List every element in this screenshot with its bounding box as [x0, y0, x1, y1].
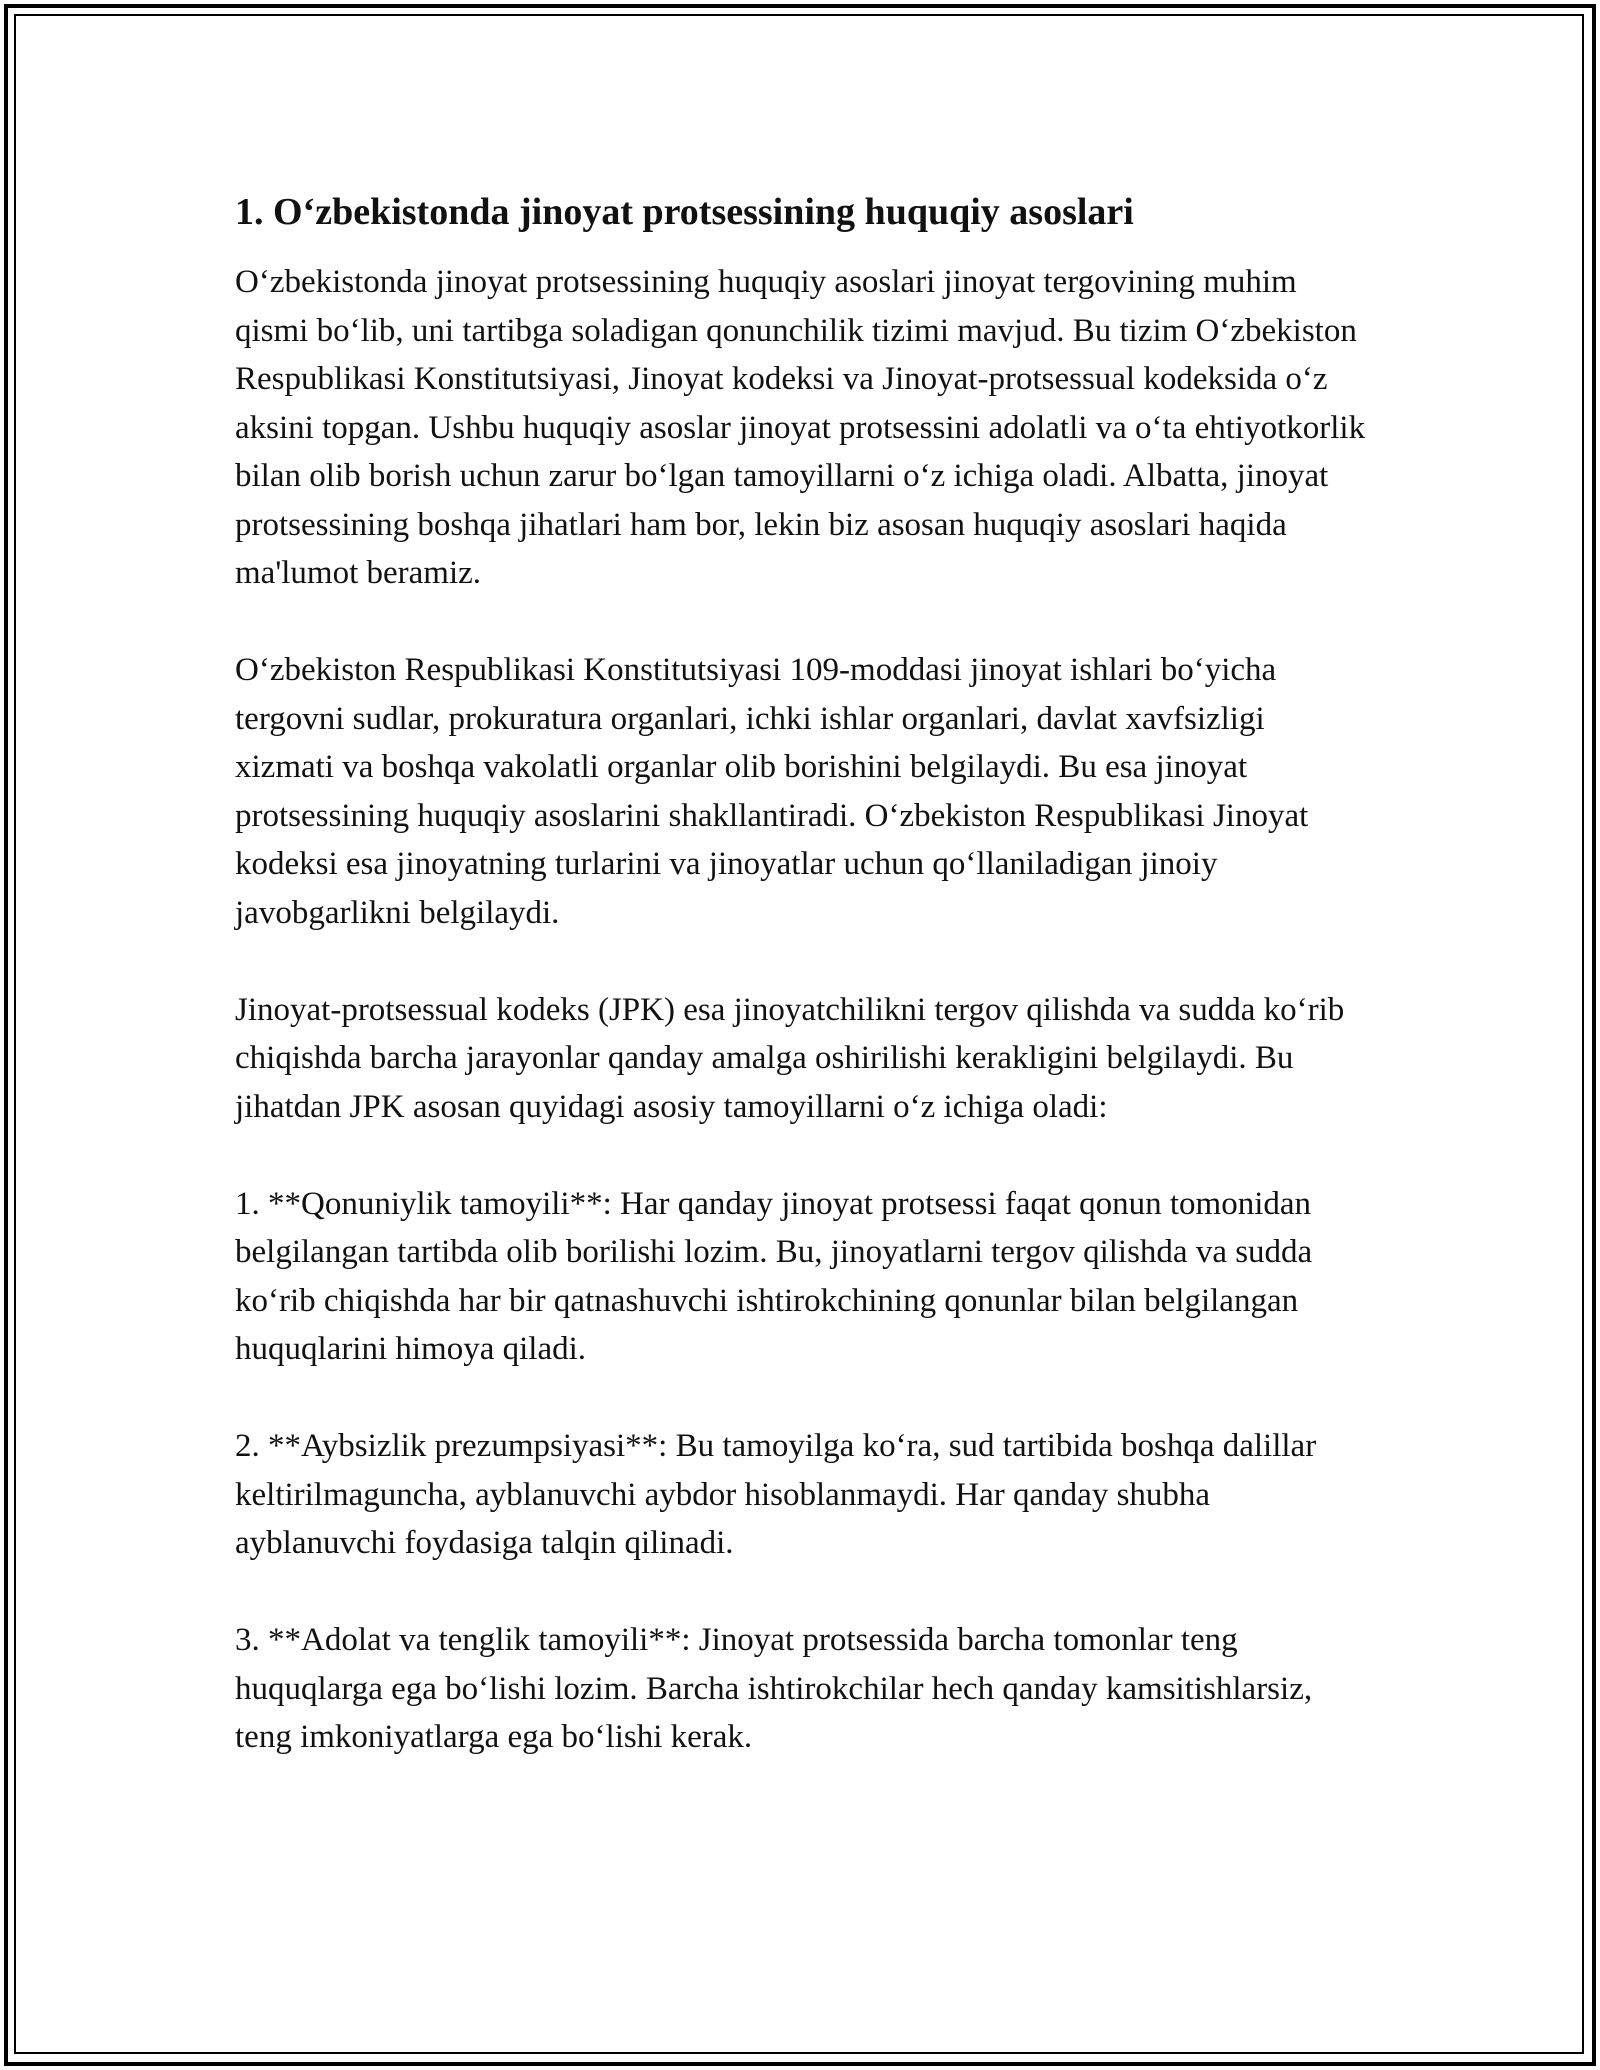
principle-legality: 1. **Qonuniylik tamoyili**: Har qanday jinoyat protsessi faqat qonun tomonidan belgilangan tartibda olib borilishi lozim. Bu, jinoyatlarni tergov qilishda va sudda koʻrib chiqishda har bir qatnashuvchi ishtirokchining qonunlar bilan belgilangan huquqlarini himoya qiladi. [235, 1185, 1313, 1367]
paragraph-jpk: Jinoyat-protsessual kodeks (JPK) esa jinoyatchilikni tergov qilishda va sudda koʻrib chiqishda barcha jarayonlar qanday amalga oshirilishi kerakligini belgilaydi. Bu jihatdan JPK asosan quyidagi asosiy tamoyillarni oʻz ichiga oladi: [235, 991, 1345, 1125]
paragraph-intro: Oʻzbekistonda jinoyat protsessining huquqiy asoslari jinoyat tergovining muhim qismi boʻlib, uni tartibga soladigan qonunchilik tizimi mavjud. Bu tizim Oʻzbekiston Respublikasi Konstitutsiyasi, Jinoyat kodeksi va Jinoyat-protsessual kodeksida oʻz aksini topgan. Ushbu huquqiy asoslar jinoyat protsessini adolatli va oʻta ehtiyotkorlik bilan olib borish uchun zarur boʻlgan tamoyillarni oʻz ichiga oladi. Albatta, jinoyat protsessining boshqa jihatlari ham bor, lekin biz asosan huquqiy asoslari haqida ma'lumot beramiz. [235, 264, 1366, 591]
principle-justice-equality: 3. **Adolat va tenglik tamoyili**: Jinoyat protsessida barcha tomonlar teng huquqlarga ega boʻlishi lozim. Barcha ishtirokchilar hech qanday kamsitishlarsiz, teng imkoniyatlarga ega boʻlishi kerak. [235, 1622, 1313, 1755]
section-heading: 1. Oʻzbekistonda jinoyat protsessining huquqiy asoslari [235, 191, 1134, 233]
principle-presumption-innocence: 2. **Aybsizlik prezumpsiyasi**: Bu tamoyilga koʻra, sud tartibida boshqa dalillar keltirilmaguncha, ayblanuvchi aybdor hisoblanmaydi. Har qanday shubha ayblanuvchi foydasiga talqin qilinadi. [235, 1428, 1317, 1561]
paragraph-constitution: Oʻzbekiston Respublikasi Konstitutsiyasi 109-moddasi jinoyat ishlari boʻyicha tergovni sudlar, prokuratura organlari, ichki ishlar organlari, davlat xavfsizligi xizmati va boshqa vakolatli organlar olib borishini belgilaydi. Bu esa jinoyat protsessining huquqiy asoslarini shakllantiradi. Oʻzbekiston Respublikasi Jinoyat kodeksi esa jinoyatning turlarini va jinoyatlar uchun qoʻllaniladigan jinoiy javobgarlikni belgilaydi. [235, 652, 1309, 931]
document-body [235, 188, 1370, 1810]
